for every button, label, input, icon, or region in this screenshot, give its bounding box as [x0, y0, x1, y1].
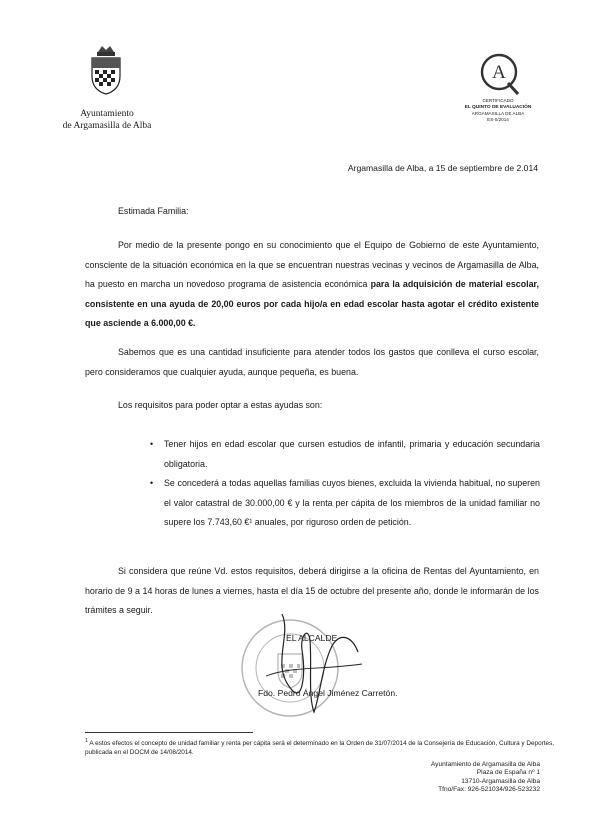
paragraph-requirements-intro: Los requisitos para poder optar a estas ayudas son:	[118, 400, 323, 410]
org-line-2: de Argamasilla de Alba	[62, 121, 152, 131]
svg-text:A: A	[492, 62, 506, 83]
paragraph-instructions: Si considera que reúne Vd. estos requisitos, deberá dirigirse a la oficina de Rentas del Ayuntamiento, en horario de 9 a 14 horas de lunes a viernes, hasta el día 15 de octubre del presente año, donde le informarán de los trámites a seguir.	[85, 566, 539, 615]
org-line-1: Ayuntamiento	[80, 109, 134, 119]
address-line-2: Plaza de España nº 1	[476, 769, 540, 777]
address-line-3: 13710-Argamasilla de Alba	[461, 777, 540, 785]
address-line-4: Tfno/Fax: 926-521034/926-523232	[438, 786, 540, 794]
certification-caption	[448, 98, 548, 123]
cert-line-4: ES-0/2014	[487, 117, 509, 122]
footnote	[85, 737, 555, 757]
cert-line-2: EL QUINTO DE EVALUACIÓN	[464, 105, 532, 110]
letter-date: Argamasilla de Alba, a 15 de septiembre de 2.014	[347, 163, 538, 173]
cert-line-1: CERTIFICADO	[482, 98, 514, 103]
address-line-1: Ayuntamiento de Argamasilla de Alba	[430, 761, 540, 768]
footnote-marker: 1	[85, 738, 88, 744]
paragraph-insufficient: Sabemos que es una cantidad insuficiente para atender todos los gastos que conlleva el curso escolar, pero consideramos que cualquier ayuda, aunque pequeña, es buena.	[85, 347, 539, 377]
address-block	[400, 761, 540, 795]
signature-title: EL ALCALDE	[286, 633, 338, 643]
footnote-divider	[85, 732, 253, 733]
footnote-text: A estos efectos el concepto de unidad familiar y renta per cápita será el determinado en la Orden de 31/07/2014 de la Consejería de Educación, Cultura y Deportes, publicada en el DOCM de 14/08/2014.	[85, 740, 555, 757]
paragraph-announcement	[85, 236, 539, 334]
handwritten-signature	[262, 606, 372, 718]
letter-greeting: Estimada Familia:	[118, 206, 189, 216]
requirement-text: Se concederá a todas aquellas familias cuyos bienes, excluida la vivienda habitual, no superen el valor catastral de 30.000,00 € y la renta per cápita de los miembros de la unidad familiar no supere los 7.743,60 €¹ anuales, por riguroso orden de petición.	[164, 478, 540, 527]
organization-name	[62, 108, 152, 132]
requirement-item	[150, 474, 540, 533]
paragraph-announcement-bold: para la adquisición de material escolar, consistente en una ayuda de 20,00 euros por cada hijo/a en edad escolar hasta agotar el crédito existente que asciende a 6.000,00 €.	[85, 279, 539, 328]
requirements-list	[150, 435, 540, 533]
signature-name: Fdo. Pedro Ángel Jiménez Carretón.	[258, 688, 398, 698]
bullet-icon: •	[150, 478, 154, 488]
requirement-text: Tener hijos en edad escolar que cursen estudios de infantil, primaria y educación secundaria obligatoria.	[164, 439, 540, 469]
requirement-item	[150, 435, 540, 474]
quality-certification-logo	[474, 50, 524, 96]
cert-line-3: ARGAMASILLA DE ALBA	[471, 111, 525, 116]
coat-of-arms-logo	[88, 44, 124, 96]
bullet-icon: •	[150, 439, 154, 449]
paragraph-announcement-text: Por medio de la presente pongo en su conocimiento que el Equipo de Gobierno de este Ayuntamiento, consciente de la situación económica en la que se encuentran nuestras vecinas y vecinos de Argamasilla de Alba, ha puesto en marcha un novedoso programa de asistencia económica	[85, 240, 539, 289]
